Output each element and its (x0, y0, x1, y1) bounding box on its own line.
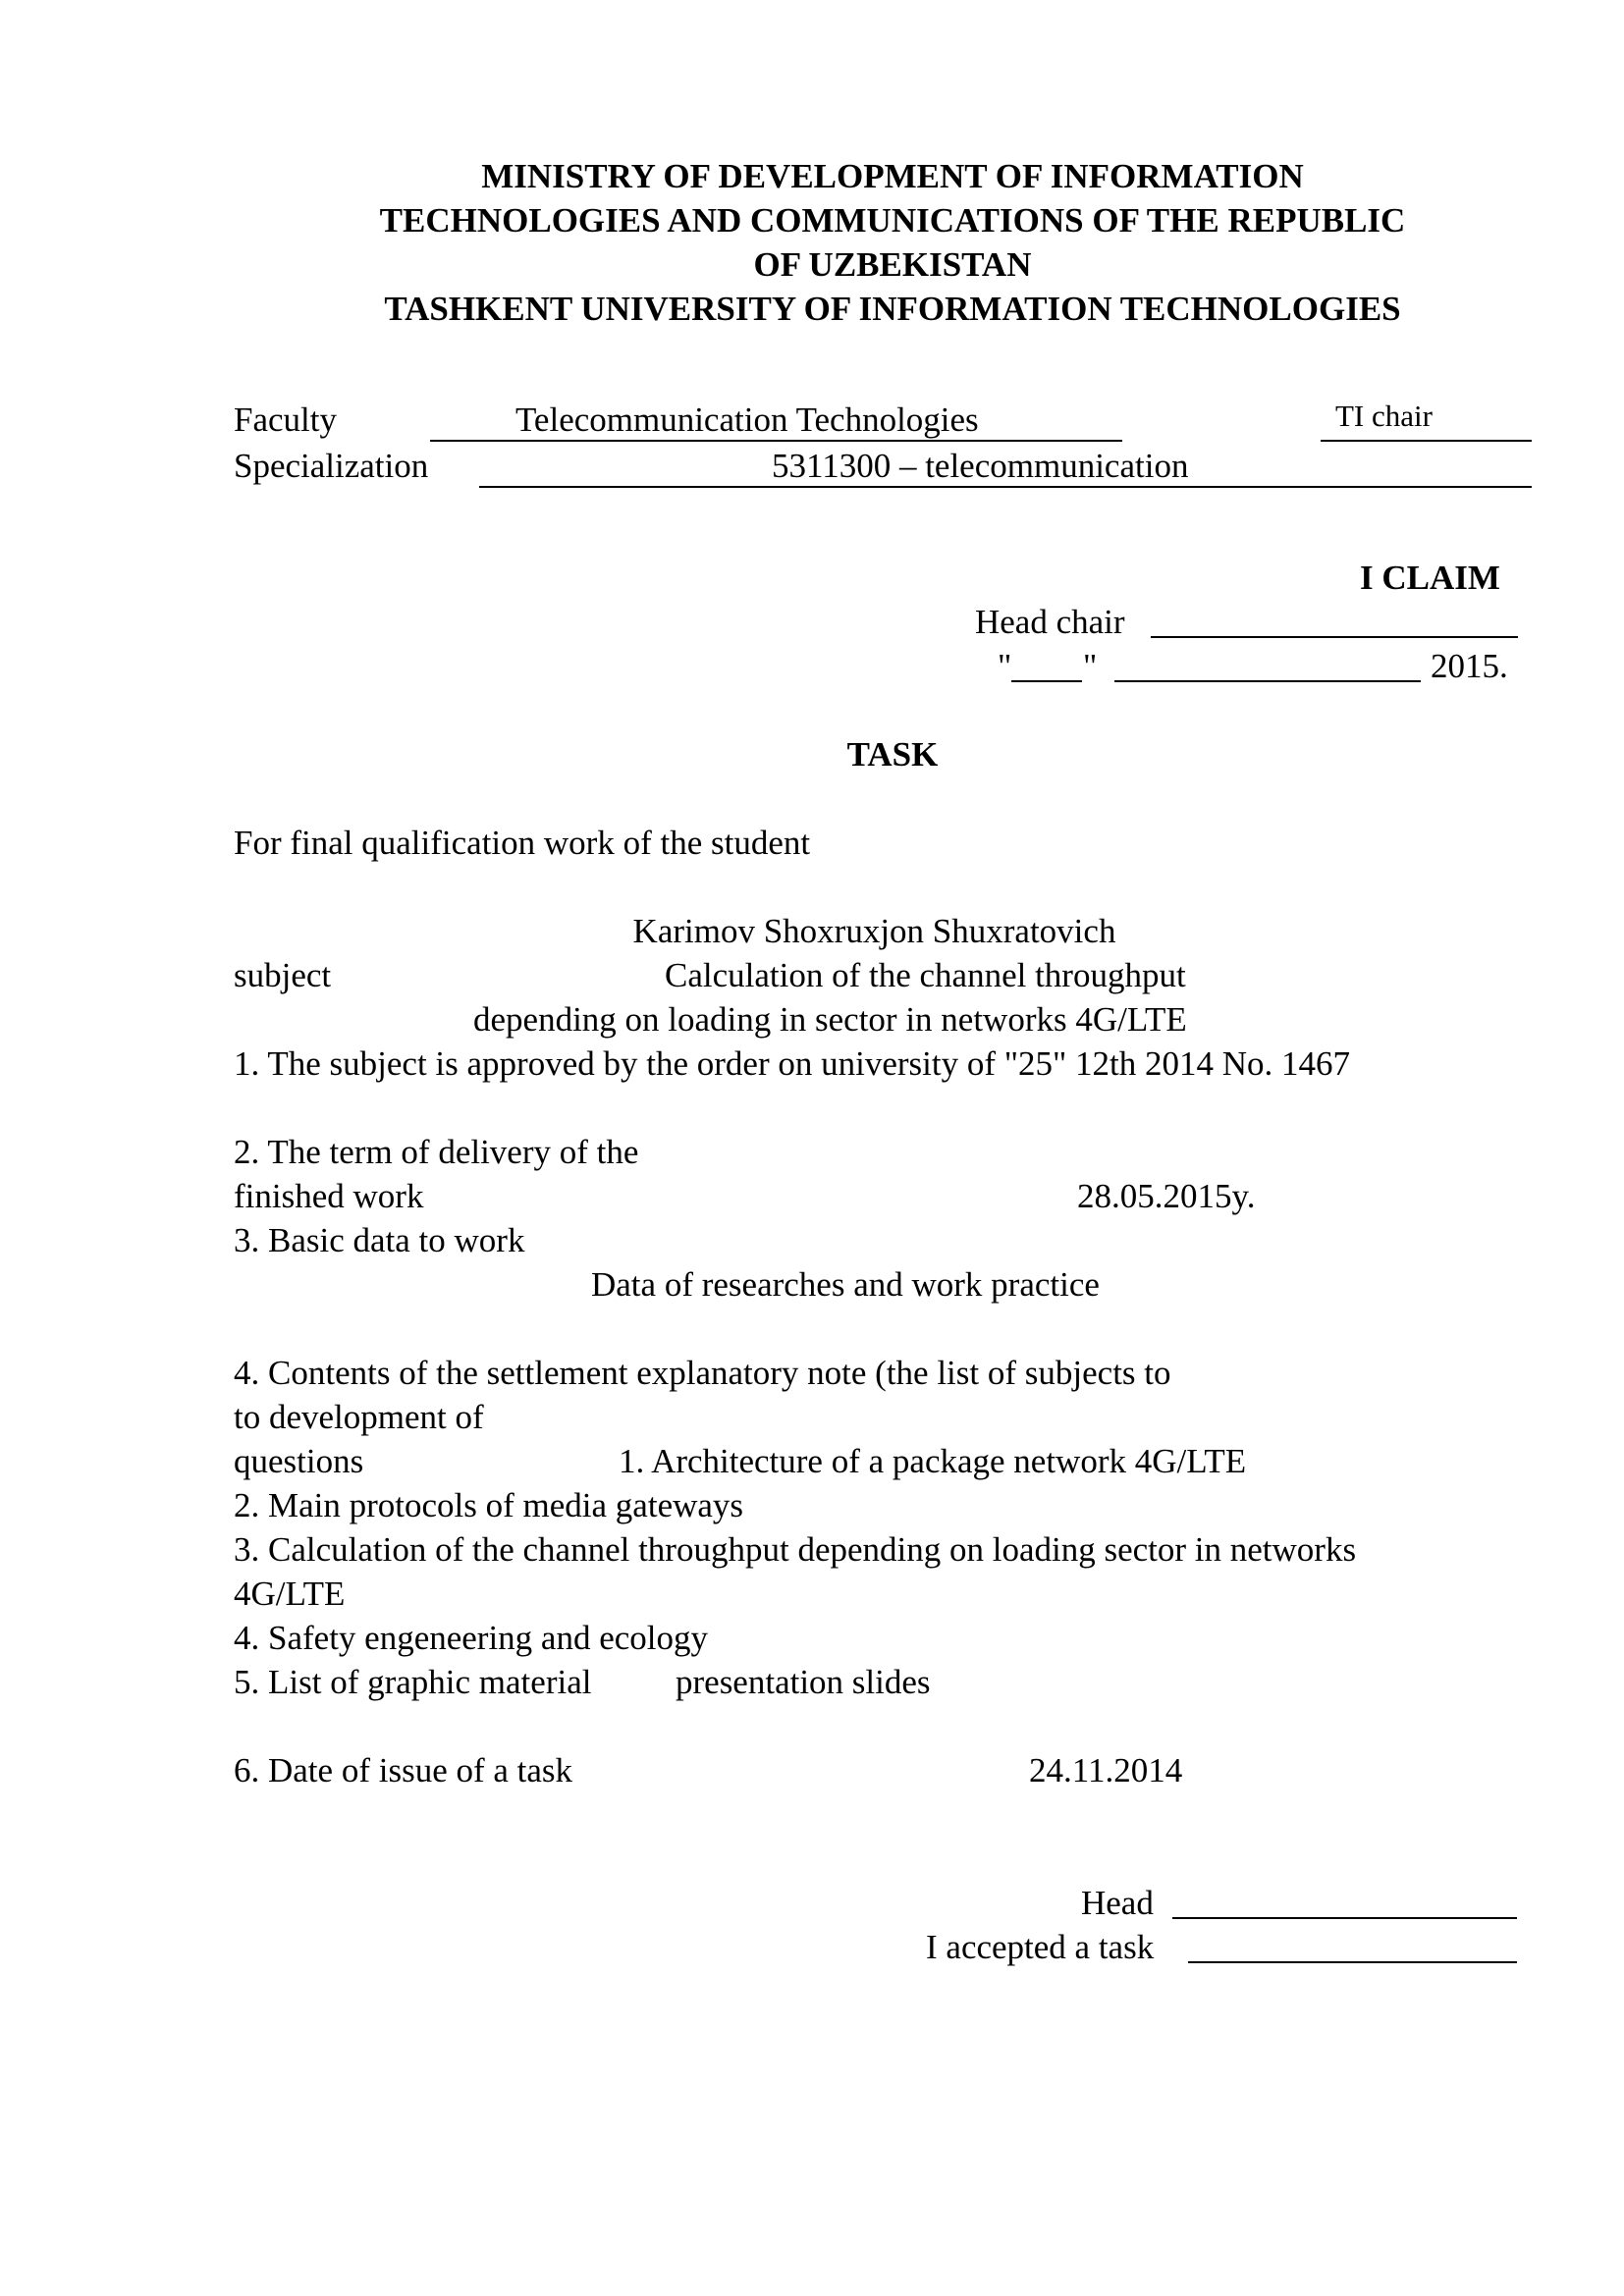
head-signature-label: Head (1081, 1884, 1154, 1922)
subject-label: subject (234, 956, 332, 994)
item-1: 1. The subject is approved by the order on university of "25" 12th 2014 No. 1467 (234, 1044, 1351, 1083)
claim-day-blank (1011, 680, 1082, 682)
item-2-line-1: 2. The term of delivery of the (234, 1133, 639, 1171)
item-5-value: presentation slides (676, 1663, 931, 1701)
student-name: Karimov Shoxruxjon Shuxratovich (632, 912, 1116, 950)
head-chair-signature-line (1151, 636, 1518, 638)
header-line-4: TASHKENT UNIVERSITY OF INFORMATION TECHNOLOGIES (384, 290, 1401, 328)
item-4-line-1: 4. Contents of the settlement explanatory note (the list of subjects to (234, 1354, 1171, 1392)
item-6-label: 6. Date of issue of a task (234, 1751, 573, 1789)
item-3: 3. Basic data to work (234, 1221, 525, 1259)
faculty-underline (430, 440, 1122, 442)
task-intro: For final qualification work of the student (234, 824, 811, 862)
subject-line-2: depending on loading in sector in networks 4G/LTE (473, 1000, 1187, 1039)
issue-date: 24.11.2014 (1029, 1751, 1183, 1789)
head-chair-label: Head chair (975, 603, 1125, 641)
claim-month-blank (1114, 680, 1421, 682)
claim-title: I CLAIM (1360, 559, 1500, 597)
claim-year: 2015. (1431, 647, 1508, 685)
task-title: TASK (846, 735, 939, 774)
faculty-value: Telecommunication Technologies (515, 400, 979, 439)
item-4-line-2: to development of (234, 1398, 484, 1436)
question-4: 4. Safety engeneering and ecology (234, 1619, 709, 1657)
specialization-underline (479, 486, 1532, 488)
claim-date-open-quote: " (998, 647, 1012, 685)
specialization-label: Specialization (234, 447, 429, 485)
question-3-line-1: 3. Calculation of the channel throughput depending on loading sector in networks (234, 1530, 1357, 1569)
chair-underline (1321, 440, 1532, 442)
faculty-label: Faculty (234, 400, 337, 439)
accepted-task-label: I accepted a task (926, 1928, 1155, 1966)
question-3-line-2: 4G/LTE (234, 1575, 346, 1613)
item-3-value: Data of researches and work practice (591, 1265, 1100, 1304)
head-signature-line (1172, 1917, 1517, 1919)
specialization-value: 5311300 – telecommunication (772, 447, 1189, 485)
delivery-date: 28.05.2015y. (1077, 1177, 1256, 1215)
header-line-2: TECHNOLOGIES AND COMMUNICATIONS OF THE REPUBLIC (379, 201, 1406, 240)
accepted-signature-line (1188, 1961, 1517, 1963)
claim-date-close-quote: " (1083, 647, 1098, 685)
chair-value: TI chair (1335, 399, 1433, 433)
header-line-3: OF UZBEKISTAN (753, 245, 1032, 284)
item-4-line-3: questions (234, 1442, 364, 1480)
item-2-line-2: finished work (234, 1177, 424, 1215)
question-1: 1. Architecture of a package network 4G/LTE (619, 1442, 1247, 1480)
item-5-label: 5. List of graphic material (234, 1663, 592, 1701)
question-2: 2. Main protocols of media gateways (234, 1486, 744, 1524)
subject-line-1: Calculation of the channel throughput (665, 956, 1186, 994)
header-line-1: MINISTRY OF DEVELOPMENT OF INFORMATION (481, 157, 1304, 195)
